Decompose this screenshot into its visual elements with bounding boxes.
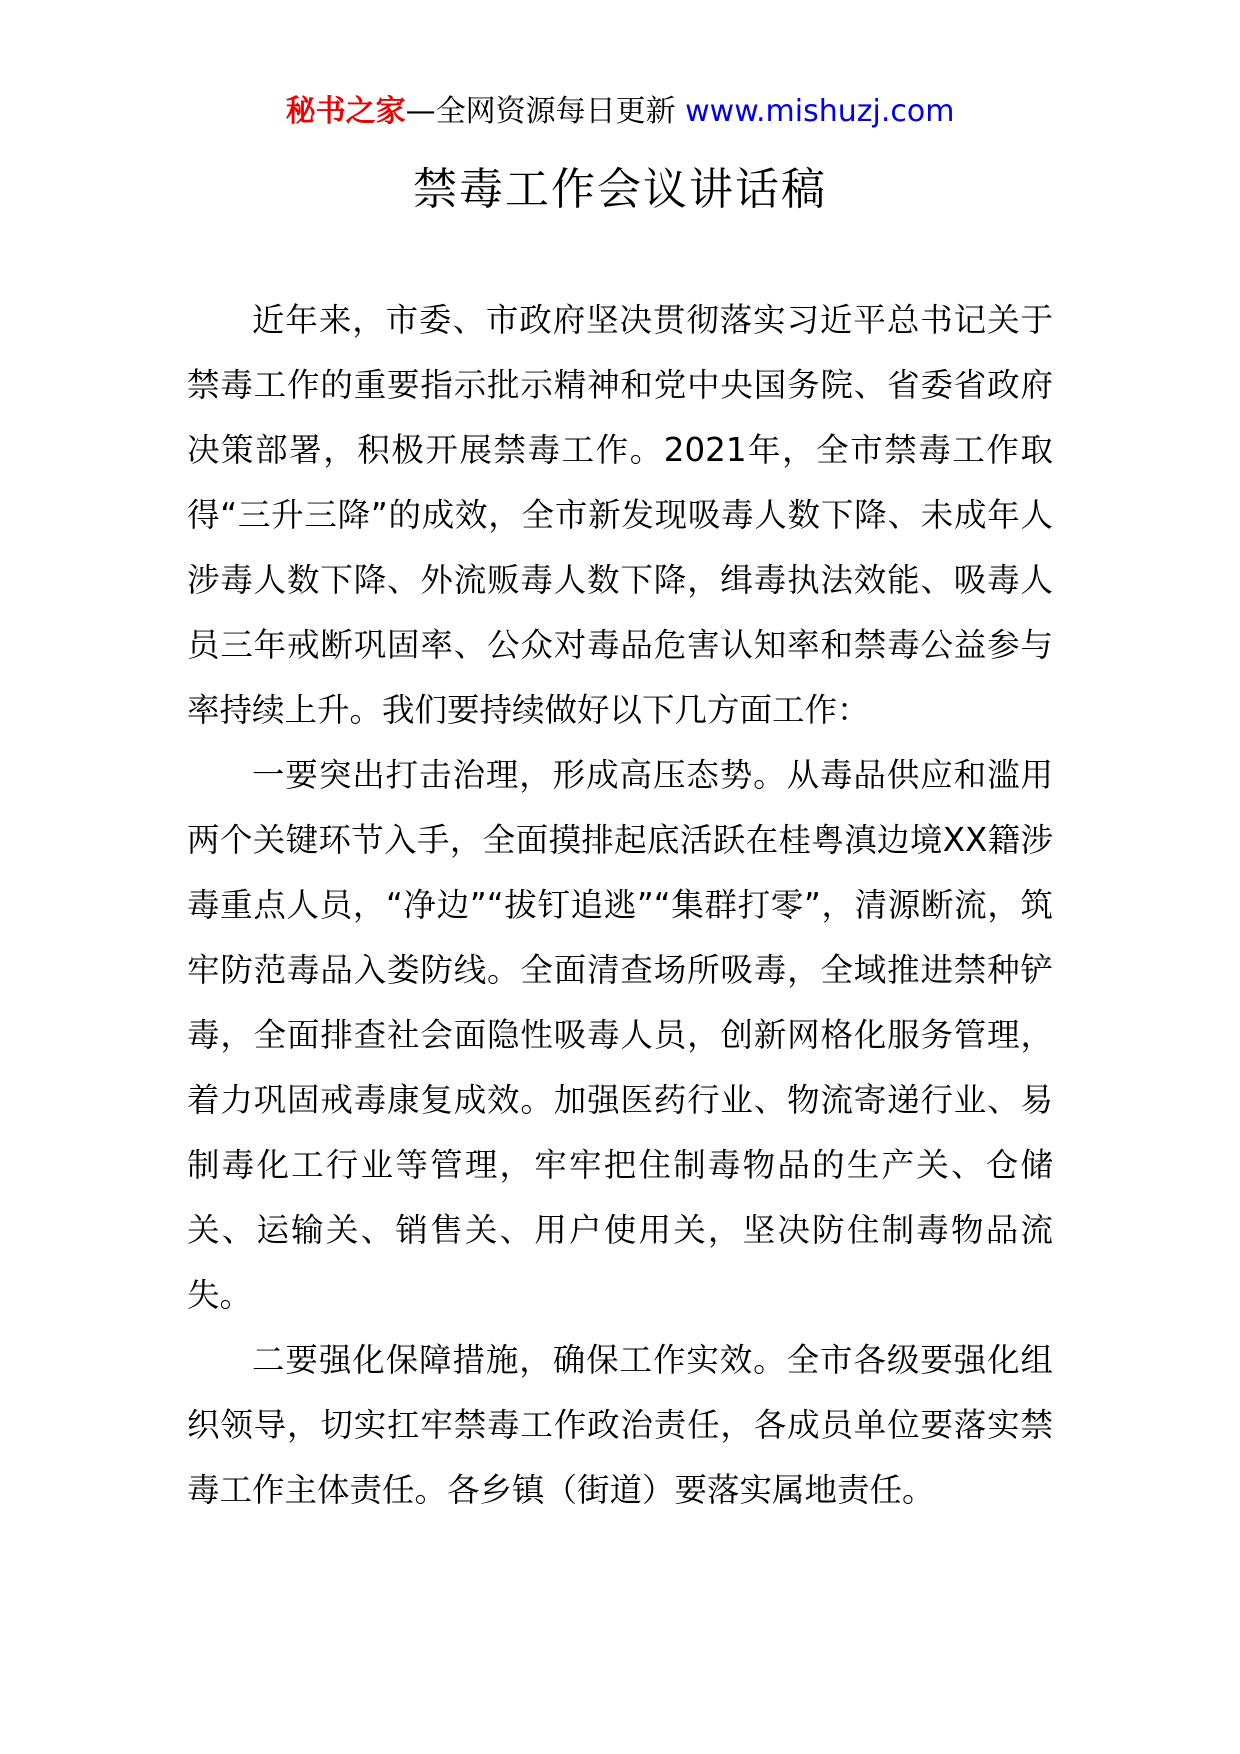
paragraph-text: 全市各级要强化组织领导，切实扛牢禁毒工作政治责任，各成员单位要落实禁毒工作主体责任。各乡镇（街道）要落实属地责任。	[187, 1341, 1053, 1509]
paragraph-lead: 二要强化保障措施，确保工作实效。	[252, 1341, 787, 1379]
document-title: 禁毒工作会议讲话稿	[413, 164, 827, 215]
paragraph-text: 从毒品供应和滥用两个关键环节入手，全面摸排起底活跃在桂粤滇边境XX籍涉毒重点人员，“净边”“拔钉追逃”“集群打零”，清源断流，筑牢防范毒品入娄防线。全面清查场所吸毒，全域推进禁种铲毒，全面排查社会面隐性吸毒人员，创新网格化服务管理，着力巩固戒毒康复成效。加强医药行业、物流寄递行业、易制毒化工行业等管理，牢牢把住制毒物品的生产关、仓储关、运输关、销售关、用户使用关，坚决防住制毒物品流失。	[187, 756, 1053, 1314]
site-brand: 秘书之家	[285, 94, 406, 129]
site-tagline: —全网资源每日更新	[405, 94, 676, 129]
document-body	[187, 288, 1053, 1523]
paragraph-intro	[187, 288, 1053, 743]
paragraph-point-two	[187, 1328, 1053, 1523]
site-header	[0, 92, 1240, 132]
paragraph-point-one	[187, 743, 1053, 1328]
site-url-link[interactable]: www.mishuzj.com	[685, 94, 955, 129]
paragraph-text: 近年来，市委、市政府坚决贯彻落实习近平总书记关于禁毒工作的重要指示批示精神和党中央国务院、省委省政府决策部署，积极开展禁毒工作。2021年，全市禁毒工作取得“三升三降”的成效，全市新发现吸毒人数下降、未成年人涉毒人数下降、外流贩毒人数下降，缉毒执法效能、吸毒人员三年戒断巩固率、公众对毒品危害认知率和禁毒公益参与率持续上升。我们要持续做好以下几方面工作：	[187, 301, 1053, 729]
paragraph-lead: 一要突出打击治理，形成高压态势。	[252, 756, 787, 794]
